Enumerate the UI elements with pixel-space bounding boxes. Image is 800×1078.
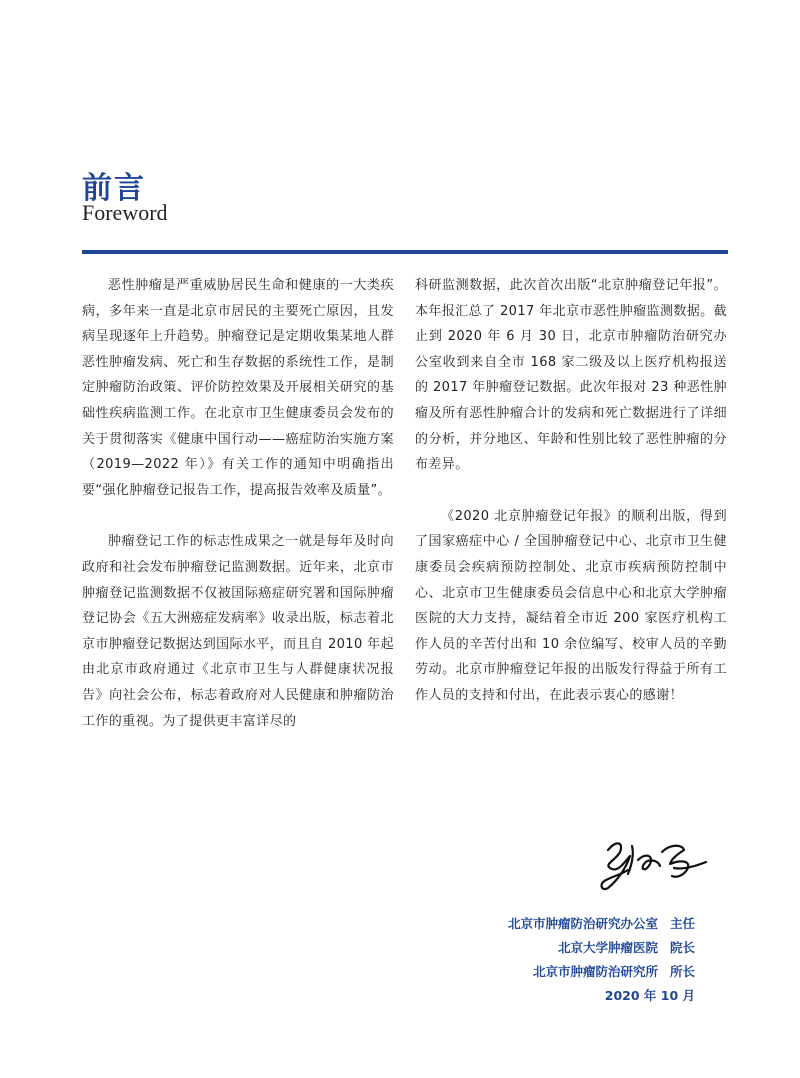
paragraph-1: 恶性肿瘤是严重威胁居民生命和健康的一大类疾病，多年来一直是北京市居民的主要死亡原因，且发病呈现逐年上升趋势。肿瘤登记是定期收集某地人群恶性肿瘤发病、死亡和生存数据的系统性工作，是制定肿瘤防治政策、评价防控效果及开展相关研究的基础性疾病监测工作。在北京市卫生健康委员会发布的关于贯彻落实《健康中国行动——癌症防治实施方案（2019—2022 年）》有关工作的通知中明确指出要“强化肿瘤登记报告工作，提高报告效率及质量”。 bbox=[82, 278, 394, 498]
signature-org: 北京市肿瘤防治研究所 bbox=[532, 964, 658, 979]
signature-line bbox=[508, 912, 695, 936]
signature-role: 主任 bbox=[669, 916, 695, 931]
signature-date: 2020 年 10 月 bbox=[604, 988, 695, 1003]
signature-line bbox=[508, 936, 695, 960]
paragraph-2-continued: 科研监测数据，此次首次出版“北京肿瘤登记年报”。本年报汇总了 2017 年北京市恶性肿瘤监测数据。截止到 2020 年 6 月 30 日，北京市肿瘤防治研究办公室收到来自全市 168 家二级及以上医疗机构报送的 2017 年肿瘤登记数据。此次年报对 23 种恶性肿瘤及所有恶性肿瘤合计的发病和死亡数据进行了详细的分析，并分地区、年龄和性别比较了恶性肿瘤的分布差异。 bbox=[415, 278, 727, 473]
signature-block bbox=[508, 912, 695, 1008]
paragraph-2: 肿瘤登记工作的标志性成果之一就是每年及时向政府和社会发布肿瘤登记监测数据。近年来，北京市肿瘤登记监测数据不仅被国际癌症研究署和国际肿瘤登记协会《五大洲癌症发病率》收录出版，标志着北京市肿瘤登记数据达到国际水平，而且自 2010 年起由北京市政府通过《北京市卫生与人群健康状况报告》向社会公布，标志着政府对人民健康和肿瘤防治工作的重视。为了提供更丰富详尽的 bbox=[82, 534, 394, 729]
signature-org: 北京大学肿瘤医院 bbox=[557, 940, 658, 955]
page-title: 前言 bbox=[82, 171, 146, 206]
handwritten-signature-icon bbox=[588, 830, 713, 905]
paragraph-3: 《2020 北京肿瘤登记年报》的顺利出版，得到了国家癌症中心 / 全国肿瘤登记中心、北京市卫生健康委员会疾病预防控制处、北京市疾病预防控制中心、北京市卫生健康委员会信息中心和北京大学肿瘤医院的大力支持，凝结着全市近 200 家医疗机构工作人员的辛苦付出和 10 余位编写、校审人员的辛勤劳动。北京市肿瘤登记年报的出版发行得益于所有工作人员的支持和付出，在此表示衷心的感谢！ bbox=[415, 508, 727, 703]
signature-role: 所长 bbox=[669, 964, 695, 979]
text-column-right bbox=[415, 273, 727, 735]
title-divider bbox=[82, 250, 728, 254]
signature-line bbox=[508, 960, 695, 984]
signature-org: 北京市肿瘤防治研究办公室 bbox=[507, 916, 658, 931]
text-column-left bbox=[82, 273, 394, 760]
page-subtitle: Foreword bbox=[82, 200, 168, 225]
signature-role: 院长 bbox=[669, 940, 695, 955]
